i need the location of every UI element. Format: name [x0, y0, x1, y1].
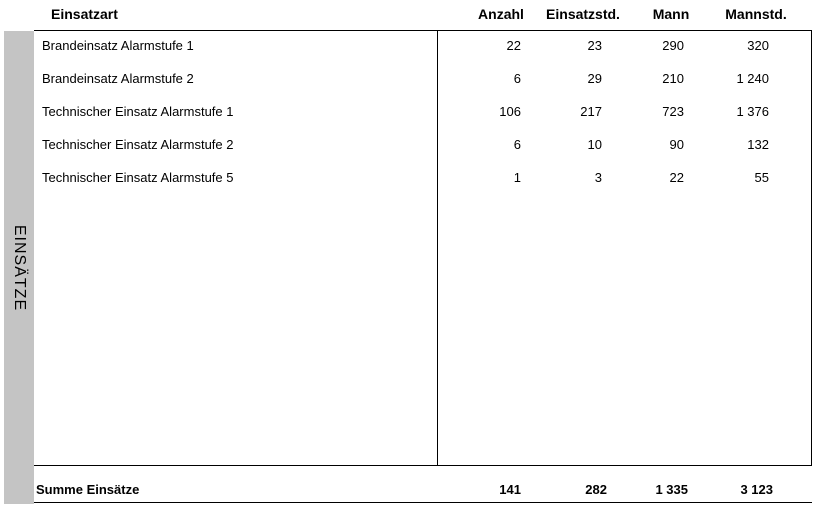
cell-mann: 22 [669, 170, 684, 185]
total-mannstd: 3 123 [740, 482, 773, 497]
cell-mann: 210 [662, 71, 684, 86]
header-mann: Mann [652, 6, 690, 22]
cell-einsatzart: Brandeinsatz Alarmstufe 1 [42, 38, 194, 53]
cell-mannstd: 320 [747, 38, 769, 53]
header-einsatzart: Einsatzart [51, 6, 118, 22]
table-body [34, 31, 812, 466]
cell-mannstd: 1 240 [736, 71, 769, 86]
cell-anzahl: 6 [513, 71, 521, 86]
total-mann: 1 335 [655, 482, 688, 497]
bottom-rule [34, 502, 812, 503]
column-divider [437, 31, 438, 466]
cell-einsatzstd: 23 [587, 38, 602, 53]
total-einsatzstd: 282 [585, 482, 607, 497]
cell-anzahl: 106 [499, 104, 521, 119]
cell-anzahl: 6 [513, 137, 521, 152]
table-row [34, 102, 812, 122]
header-anzahl: Anzahl [478, 6, 524, 22]
header-einsatzstd: Einsatzstd. [546, 6, 620, 22]
cell-anzahl: 1 [513, 170, 521, 185]
cell-einsatzart: Brandeinsatz Alarmstufe 2 [42, 71, 194, 86]
cell-einsatzstd: 3 [594, 170, 602, 185]
cell-mann: 90 [669, 137, 684, 152]
cell-einsatzart: Technischer Einsatz Alarmstufe 5 [42, 170, 234, 185]
total-anzahl: 141 [499, 482, 521, 497]
cell-einsatzstd: 217 [580, 104, 602, 119]
table-row [34, 168, 812, 188]
table-row [34, 135, 812, 155]
cell-einsatzart: Technischer Einsatz Alarmstufe 1 [42, 104, 234, 119]
total-row [34, 481, 812, 501]
sidebar-label: EINSÄTZE [11, 224, 28, 311]
table-header [0, 0, 819, 30]
total-label: Summe Einsätze [36, 482, 140, 497]
table-row [34, 69, 812, 89]
cell-einsatzstd: 10 [587, 137, 602, 152]
cell-mannstd: 55 [754, 170, 769, 185]
header-mannstd: Mannstd. [725, 6, 787, 22]
table-row [34, 36, 812, 56]
cell-anzahl: 22 [506, 38, 521, 53]
cell-mannstd: 132 [747, 137, 769, 152]
cell-einsatzstd: 29 [587, 71, 602, 86]
cell-mann: 290 [662, 38, 684, 53]
cell-mann: 723 [662, 104, 684, 119]
section-sidebar [4, 31, 34, 504]
cell-einsatzart: Technischer Einsatz Alarmstufe 2 [42, 137, 234, 152]
cell-mannstd: 1 376 [736, 104, 769, 119]
